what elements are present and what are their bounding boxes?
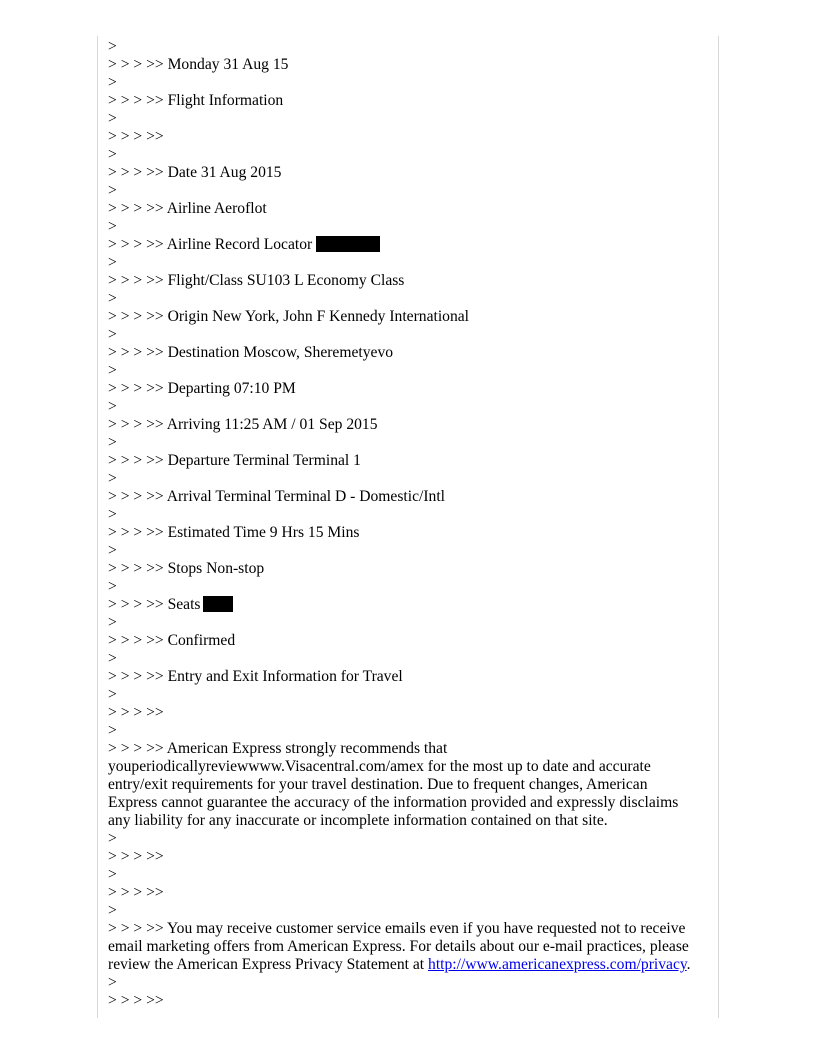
quote-line: >	[108, 470, 117, 487]
quote-line: >	[108, 578, 117, 595]
stops-line: > > > >> Stops Non-stop	[108, 560, 265, 577]
email-page	[97, 36, 719, 1018]
recommendation-paragraph: > > > >> American Express strongly recommends that	[108, 740, 448, 757]
quote-line: > > > >>	[108, 884, 164, 901]
confirmed-line: > > > >> Confirmed	[108, 632, 236, 649]
quote-line: >	[108, 866, 117, 883]
recommendation-paragraph: youperiodicallyreviewwww.Visacentral.com/amex for the most up to date and accurate	[108, 758, 651, 775]
redaction-box	[316, 236, 380, 252]
arrival-terminal-line: > > > >> Arrival Terminal Terminal D - Domestic/Intl	[108, 488, 445, 505]
privacy-link-suffix: .	[686, 956, 691, 973]
redaction-box	[203, 596, 233, 612]
destination-line: > > > >> Destination Moscow, Sheremetyevo	[108, 344, 394, 361]
quote-line: >	[108, 902, 117, 919]
quote-line: >	[108, 110, 117, 127]
quote-line: >	[108, 326, 117, 343]
quote-line: >	[108, 686, 117, 703]
departing-line: > > > >> Departing 07:10 PM	[108, 380, 296, 397]
flight-class-line: > > > >> Flight/Class SU103 L Economy Class	[108, 272, 405, 289]
quote-line: >	[108, 542, 117, 559]
quote-line: >	[108, 434, 117, 451]
quote-line: >	[108, 830, 117, 847]
quote-line: >	[108, 146, 117, 163]
flight-info-heading: > > > >> Flight Information	[108, 92, 284, 109]
recommendation-paragraph: entry/exit requirements for your travel destination. Due to frequent changes, American	[108, 776, 648, 793]
quote-line: >	[108, 398, 117, 415]
record-locator-label: > > > >> Airline Record Locator	[108, 236, 313, 253]
origin-line: > > > >> Origin New York, John F Kennedy International	[108, 308, 470, 325]
departure-terminal-line: > > > >> Departure Terminal Terminal 1	[108, 452, 361, 469]
privacy-link[interactable]: http://www.americanexpress.com/privacy	[428, 956, 687, 973]
arriving-line: > > > >> Arriving 11:25 AM / 01 Sep 2015	[108, 416, 378, 433]
quote-line: >	[108, 38, 117, 55]
quote-line: >	[108, 974, 117, 991]
airline-line: > > > >> Airline Aeroflot	[108, 200, 267, 217]
customer-service-paragraph: > > > >> You may receive customer service emails even if you have requested not to receive	[108, 920, 686, 937]
quote-line: >	[108, 290, 117, 307]
recommendation-paragraph: any liability for any inaccurate or incomplete information contained on that site.	[108, 812, 608, 829]
date-line: > > > >> Date 31 Aug 2015	[108, 164, 282, 181]
quote-line: > > > >>	[108, 128, 164, 145]
quote-line: > > > >>	[108, 992, 164, 1009]
quote-line: >	[108, 722, 117, 739]
entry-exit-heading: > > > >> Entry and Exit Information for Travel	[108, 668, 403, 685]
privacy-statement-line	[108, 956, 708, 974]
quote-line: >	[108, 218, 117, 235]
quote-line: >	[108, 362, 117, 379]
customer-service-paragraph: email marketing offers from American Express. For details about our e-mail practices, please	[108, 938, 689, 955]
privacy-statement-text: review the American Express Privacy Statement at	[108, 956, 425, 973]
record-locator-line	[108, 236, 708, 254]
quote-line: >	[108, 254, 117, 271]
quote-line: >	[108, 614, 117, 631]
quote-line: >	[108, 182, 117, 199]
quote-line: >	[108, 650, 117, 667]
quote-line: > > > >>	[108, 704, 164, 721]
quote-line: >	[108, 74, 117, 91]
quote-line: > > > >>	[108, 848, 164, 865]
seats-label: > > > >> Seats	[108, 596, 201, 613]
quote-line: >	[108, 506, 117, 523]
estimated-time-line: > > > >> Estimated Time 9 Hrs 15 Mins	[108, 524, 360, 541]
trip-date-line: > > > >> Monday 31 Aug 15	[108, 56, 289, 73]
recommendation-paragraph: Express cannot guarantee the accuracy of the information provided and expressly disclaims	[108, 794, 679, 811]
seats-line	[108, 596, 708, 614]
email-body	[108, 38, 708, 1010]
